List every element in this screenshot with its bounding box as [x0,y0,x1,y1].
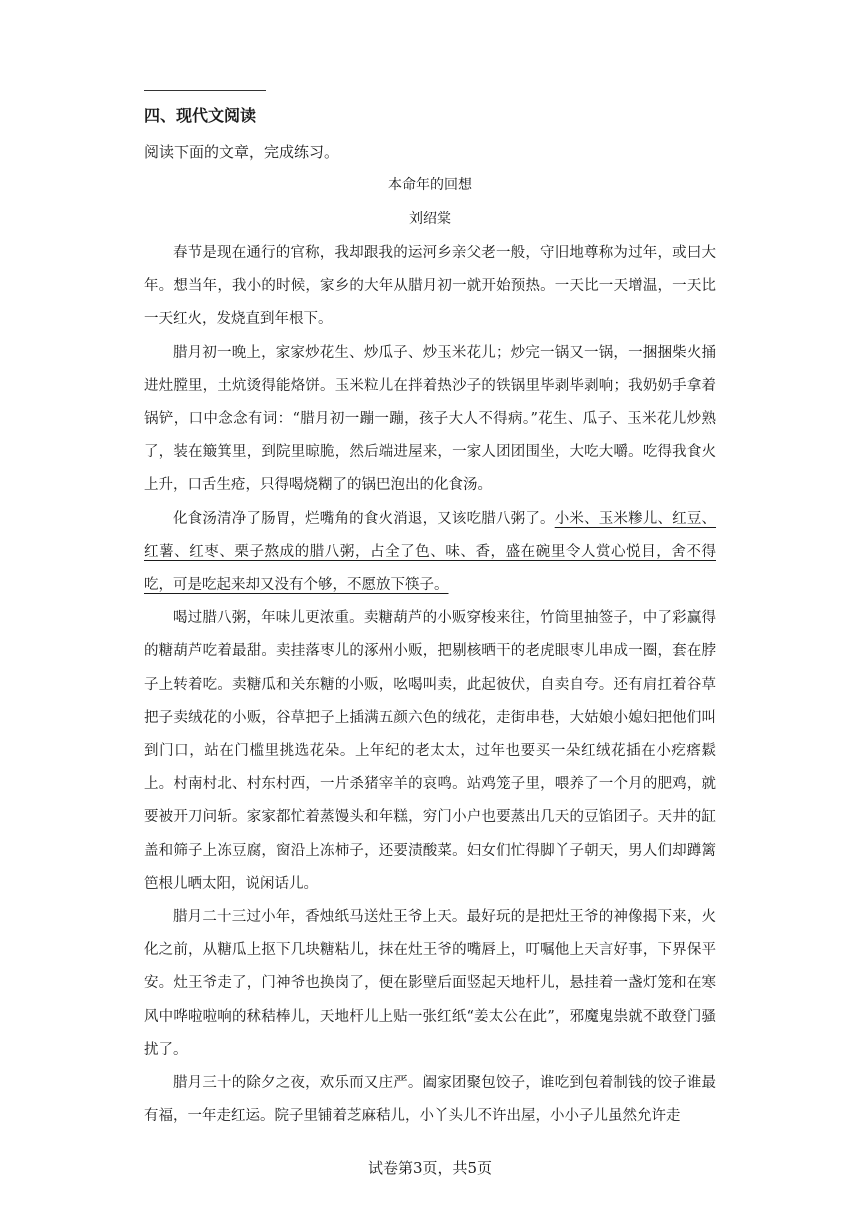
paragraph-3-lead: 化食汤清净了肠胃，烂嘴角的食火消退，又该吃腊八粥了。 [173,510,555,527]
paragraph-6: 腊月三十的除夕之夜，欢乐而又庄严。阖家团聚包饺子，谁吃到包着制钱的饺子谁最有福，一年走红运。院子里铺着芝麻秸儿，小丫头儿不许出屋，小小子儿虽然允许走 [144,1075,716,1125]
article-body [144,237,716,1133]
paragraph-3 [144,503,716,603]
underlined-sentence: 小米、玉米糁儿、红豆、红薯、红枣、栗子熬成的腊八粥，占全了色、味、香，盛在碗里令人赏心悦目，舍不得吃，可是吃起来却又没有个够，不愿放下筷子。 [144,510,717,594]
paragraph-4: 喝过腊八粥，年味儿更浓重。卖糖葫芦的小贩穿梭来往，竹筒里抽签子，中了彩赢得的糖葫芦吃着最甜。卖挂落枣儿的涿州小贩，把剔核晒干的老虎眼枣儿串成一圈，套在脖子上转着吃。卖糖瓜和关东糖的小贩，吆喝叫卖，此起彼伏，自卖自夸。还有肩扛着谷草把子卖绒花的小贩，谷草把子上插满五颜六色的绒花，走街串巷，大姑娘小媳妇把他们叫到门口，站在门槛里挑选花朵。上年纪的老太太，过年也要买一朵红绒花插在小疙瘩鬏上。村南村北、村东村西，一片杀猪宰羊的哀鸣。站鸡笼子里，喂养了一个月的肥鸡，就要被开刀问斩。家家都忙着蒸馒头和年糕，穷门小户也要蒸出几天的豆馅团子。天井的缸盖和筛子上冻豆腐，窗沿上冻柿子，还要渍酸菜。妇女们忙得脚丫子朝天，男人们却蹲篱笆根儿晒太阳，说闲话儿。 [144,610,716,892]
paragraph-2: 腊月初一晚上，家家炒花生、炒瓜子、炒玉米花儿；炒完一锅又一锅，一捆捆柴火捅进灶膛里，土炕烫得能烙饼。玉米粒儿在拌着热沙子的铁锅里毕剥毕剥响；我奶奶手拿着锅铲，口中念念有词：“腊月初一蹦一蹦，孩子大人不得病。”花生、瓜子、玉米花儿炒熟了，装在簸箕里，到院里晾脆，然后端进屋来，一家人团团围坐，大吃大嚼。吃得我食火上升，口舌生疮，只得喝烧糊了的锅巴泡出的化食汤。 [144,344,716,494]
section-title: 四、现代文阅读 [144,106,257,125]
header-divider [144,90,266,91]
reading-instruction: 阅读下面的文章，完成练习。 [144,143,340,161]
paragraph-5: 腊月二十三过小年，香烛纸马送灶王爷上天。最好玩的是把灶王爷的神像揭下来，火化之前，从糖瓜上抠下几块糖粘儿，抹在灶王爷的嘴唇上，叮嘱他上天言好事，下界保平安。灶王爷走了，门神爷也换岗了，便在影壁后面竖起天地杆儿，悬挂着一盏灯笼和在寒风中哗啦啦响的秫秸棒儿，天地杆儿上贴一张红纸“姜太公在此”，邪魔鬼祟就不敢登门骚扰了。 [144,909,716,1058]
article-author: 刘绍棠 [409,211,451,227]
page-footer: 试卷第3页，共5页 [367,1159,493,1177]
article-title: 本命年的回想 [388,177,472,193]
paragraph-1: 春节是现在通行的官称，我却跟我的运河乡亲父老一般，守旧地尊称为过年，或曰大年。想当年，我小的时候，家乡的大年从腊月初一就开始预热。一天比一天增温，一天比一天红火，发烧直到年根下。 [144,245,716,328]
